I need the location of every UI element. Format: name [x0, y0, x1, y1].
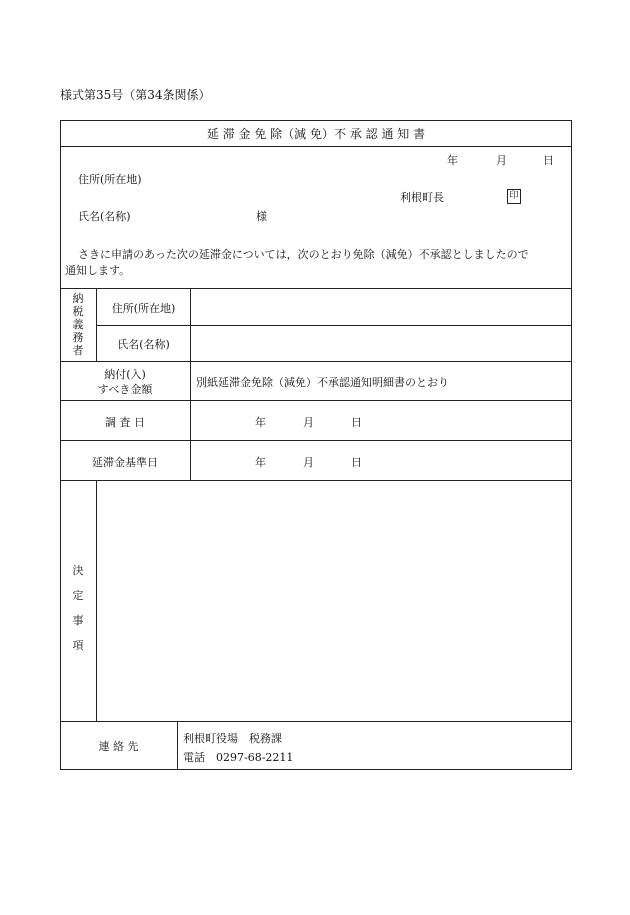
form-number: 様式第35号（第34条関係） [60, 88, 211, 102]
survey-date-day: 日 [351, 416, 362, 429]
taxpayer-address-label: 住所(所在地) [111, 302, 176, 315]
body-text-line1: さきに申請のあった次の延滞金については，次のとおり免除（減免）不承認としましたので [78, 248, 529, 261]
decision-label: 決 定 事 項 [72, 564, 84, 652]
date-month-label: 月 [496, 154, 507, 167]
taxpayer-name-label: 氏名(名称) [117, 338, 170, 351]
contact-office: 利根町役場 税務課 [183, 732, 282, 745]
seal-mark: 印 [507, 189, 521, 204]
form-title: 延 滞 金 免 除（減 免）不 承 認 通 知 書 [206, 127, 426, 141]
survey-date-year: 年 [255, 416, 266, 429]
base-date-day: 日 [351, 456, 362, 469]
base-date-year: 年 [255, 456, 266, 469]
honorific: 様 [256, 210, 267, 223]
recipient-address-label: 住所(所在地) [78, 173, 142, 186]
taxpayer-section-label: 納 税 義 務 者 [72, 292, 84, 357]
amount-label-line1: 納付(入) [104, 368, 146, 381]
amount-label-line2: すべき金額 [97, 383, 153, 396]
contact-phone: 電話 0297-68-2211 [183, 751, 294, 764]
date-day-label: 日 [543, 154, 554, 167]
base-date-month: 月 [303, 456, 314, 469]
date-year-label: 年 [447, 154, 458, 167]
base-date-label: 延滞金基準日 [92, 456, 158, 469]
issuer-name: 利根町長 [400, 191, 444, 204]
survey-date-month: 月 [303, 416, 314, 429]
body-text-line2: 通知します。 [65, 264, 131, 277]
recipient-name-label: 氏名(名称) [78, 210, 131, 223]
survey-date-label: 調 査 日 [105, 416, 145, 429]
amount-value: 別紙延滞金免除（減免）不承認通知明細書のとおり [196, 376, 449, 389]
contact-label: 連 絡 先 [98, 740, 139, 753]
